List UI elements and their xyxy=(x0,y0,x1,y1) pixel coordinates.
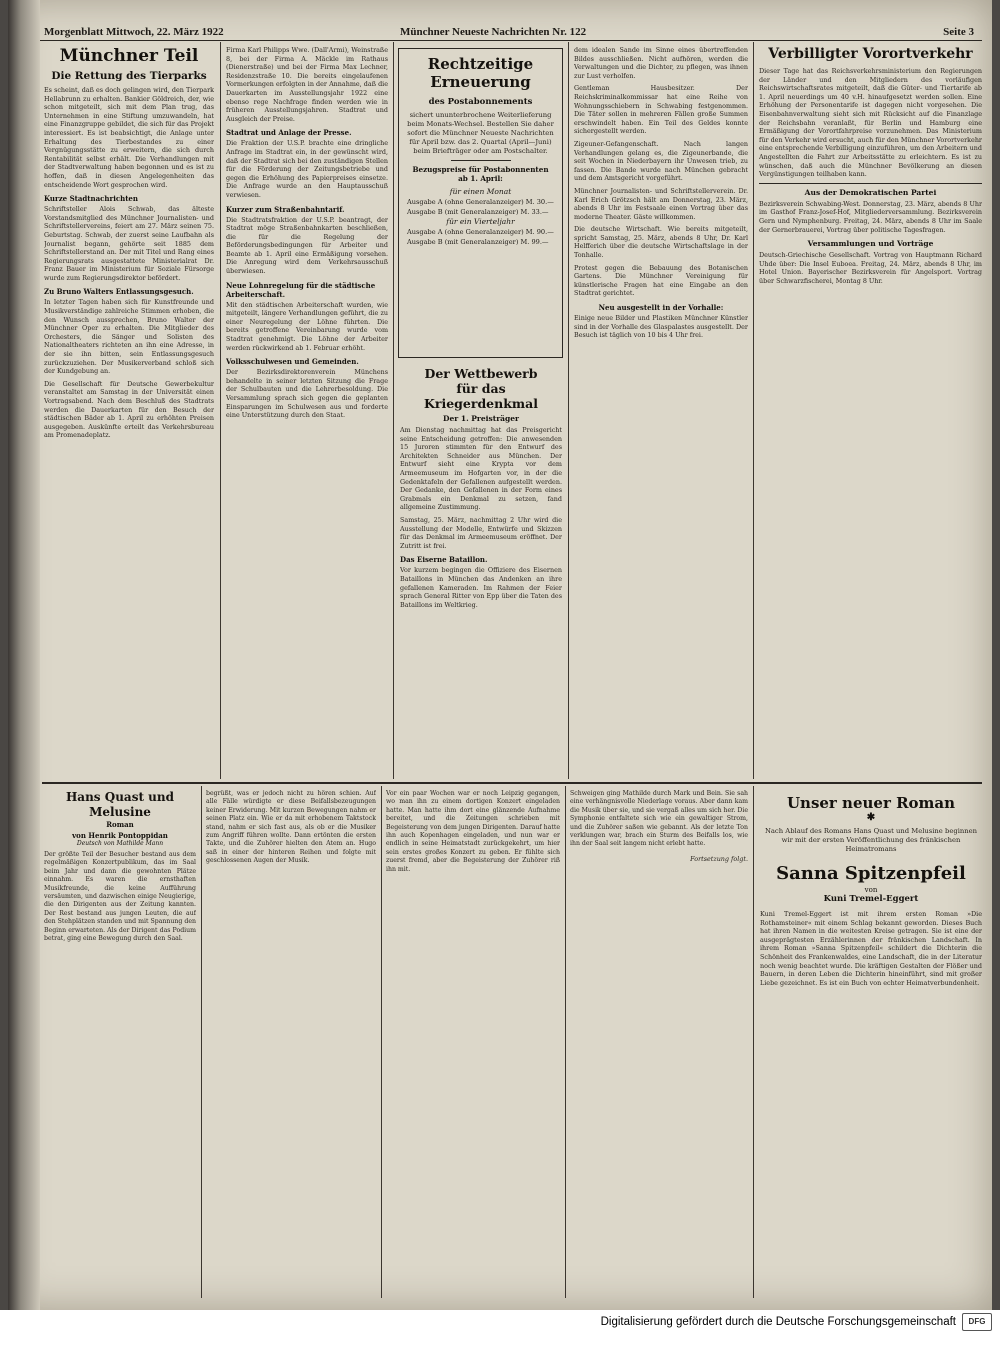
ad-per-quarter: für ein Vierteljahr xyxy=(446,217,515,226)
ad-divider xyxy=(451,160,511,161)
column-munich-section xyxy=(44,46,214,776)
ad-price-line-4: Ausgabe B (mit Generalanzeiger) M. 99.— xyxy=(407,238,549,246)
novel-translation: Deutsch von Mathilde Mann xyxy=(76,840,164,847)
article-title-kurze: Kurze Stadtnachrichten xyxy=(44,194,138,204)
ad-price-line-1: Ausgabe A (ohne Generalanzeiger) M. 30.— xyxy=(407,198,554,206)
article-title-strassenbahn: Kurzer zum Straßenbahntarif. xyxy=(226,204,345,214)
section-divider xyxy=(42,782,982,784)
ad-title-line-2: Erneuerung xyxy=(430,73,531,91)
article-body-bruno-walter: In letzter Tagen haben sich für Kunstfreunde und Musikverständige zahlreiche Stimmen erhoben, die den Wunsch aussprechen, Bruno Walter der Münchner Oper zu erhalten. Die Mitglieder des Orchesters, die Sänger und Solisten des Nationaltheaters richteten an ihn eine Adresse, in der sie ihn bitten, sein Entlassungsgesuch zurückzuziehen. Der Musikerverband schloß sich der Kundgebung an. xyxy=(44,298,214,376)
novel-text-1: Der größte Teil der Besucher bestand aus dem regelmäßigen Konzertpublikum, das im Saal beim Jahr und dann die gewohnten Plätze einnahm. Es waren die ernsthaften Musikfreunde, die keine Aufführung versäumten, und dazwischen einige Neugierige, die den Dirigenten aus der Zeitung kannten. Der Rest bestand aus jungen Leuten, die auf den Stehplätzen standen und mit Spannung den Beginn erwarteten. Als der Dirigent das Podium betrat, ging eine Bewegung durch den Saal. xyxy=(44,851,196,943)
article-body-versammlungen: Deutsch-Griechische Gesellschaft. Vortrag von Hauptmann Richard Uhde über: Die Insel Euboea. Freitag, 24. März, abends 8 Uhr, im Hotel Union. Bayerischer Bezirksverein für Angelsport. Vortrag über Schwarzfischerei, Montag 8 Uhr. xyxy=(759,251,982,285)
novel-column-3 xyxy=(386,790,560,1300)
ad-prices-title: Bezugspreise für Postabonnenten ab 1. April: xyxy=(412,165,549,183)
header-date: Morgenblatt Mittwoch, 22. März 1922 xyxy=(44,26,224,38)
star-icon: ✱ xyxy=(866,812,876,823)
ad-title-line-1: Rechtzeitige xyxy=(427,55,534,73)
novel-genre: Roman xyxy=(106,820,134,829)
article-body-hausbesitzer: Gentleman Hausbesitzer. Der Reichskriminalkommissar hat eine Reihe von Wohnungsschiebern in Schwabing festgenommen. Die Täter sollen in mehreren Fällen große Summen erschwindelt haben. Ein Teil des Geldes konnte sichergestellt werden. xyxy=(574,84,748,136)
article-body-wettbewerb: Am Dienstag nachmittag hat das Preisgericht seine Entscheidung getroffen: Die anwesenden 15 Juroren stimmten für den Entwurf des Architekten Schneider aus München. Der Entwurf sieht eine Krypta vor dem Armeemuseum im Hofgarten vor, in der die Gedenktafeln der Gefallenen aufgestellt werden. Der Gedanke, den Gefallenen in der Form eines Grabmals ein Denkmal zu setzen, fand allgemeine Zustimmung. xyxy=(400,426,562,512)
article-title-bruno-walter: Zu Bruno Walters Entlassungsgesuch. xyxy=(44,287,194,297)
article-title-wettbewerb-1: Der Wettbewerb xyxy=(424,366,538,381)
ad-subtitle: des Postabonnements xyxy=(428,97,533,107)
ad-text: sichert ununterbrochene Weiterlieferung beim Monats-Wechsel. Bestellen Sie daher sofort die Münchner Neueste Nachrichten für April bzw. das 2. Quartal (April—Juni) beim Briefträger oder am Postschalter. xyxy=(407,111,554,155)
subscription-ad-box xyxy=(398,48,563,358)
article-body-dauerkarten: Firma Karl Philipps Wwe. (Dall'Armi), Weinstraße 8, bei der Firma A. Mäckle im Rathaus (Dienerstraße) und bei der Firma Max Lechner, Residenzstraße 10. Die bereits eingelaufenen Vormerkungen erfolgten in der Annahme, daß die Dauerkarten im Ausstellungsjahr 1922 eine ebenso rege Nachfrage finden werden wie in früheren Ausstellungsjahren. Stadtrat und Ausgleich der Preise. xyxy=(226,46,388,123)
article-body-tierpark: Es scheint, daß es doch gelingen wird, den Tierpark Hellabrunn zu erhalten. Bankier Göldreich, der, wie schon mitgeteilt, sich mit dem Plan trug, das Unternehmen in eine Stiftung umzuwandeln, hat eine Finanzgruppe gebildet, die sich für das Projekt interessiert. Es ist beabsichtigt, die Anlage unter Erhaltung des Tierbestandes zu einer Vergnügungsstätte zu erweitern, die sich durch Rentabilität selbst erhält. Die Verhandlungen mit der Stadtverwaltung haben begonnen und es ist zu hoffen, daß in diesen Angelegenheiten das entscheidende Wort gesprochen wird. xyxy=(44,86,214,189)
article-body-kurze: Schriftsteller Alois Schwab, das älteste Vorstandsmitglied des Münchner Journalisten- und Schriftstellervereins, feiert am 27. März seinen 75. Geburtstag. Schwab, der zuerst seine Laufbahn als Journalist begann, gehörte seit 1885 dem Schriftstellerstand an. Der mit Titel und Rang eines Regierungsrats ausgestattete Ministerialrat Dr. Franz Bauer im Ministerium für Soziale Fürsorge wurde zum Regierungsdirektor befördert. xyxy=(44,205,214,282)
article-body-wirtschaft: Die deutsche Wirtschaft. Wie bereits mitgeteilt, spricht Samstag, 25. März, abends 8 Uhr, Dr. Karl Helfferich über die deutsche Wirtschaftslage in der Tonhalle. xyxy=(574,225,748,260)
article-body-journalisten: Münchner Journalisten- und Schriftstellerverein. Dr. Karl Erich Grötzsch hält am Donnerstag, 23. März, abends 8 Uhr im Festsaale einen Vortrag über das moderne Theater. Gäste willkommen. xyxy=(574,186,748,221)
article-title-wettbewerb-2: für das Kriegerdenkmal xyxy=(424,381,538,411)
header-masthead: Münchner Neueste Nachrichten Nr. 122 xyxy=(400,26,587,38)
announcement-intro: Nach Ablauf des Romans Hans Quast und Melusine beginnen wir mit der ersten Veröffentlichung des fränkischen Heimatromans xyxy=(764,827,978,853)
column-kriegerdenkmal xyxy=(400,366,562,778)
article-body-lohn: Mit den städtischen Arbeiterschaft wurden, wie mitgeteilt, längere Verhandlungen geführt, die zu einer Neuregelung der Löhne führten. Die bereits getroffene Vereinbarung wurde vom Stadtrat genehmigt. Die Löhne der Arbeiter werden rückwirkend ab 1. Februar erhöht. xyxy=(226,300,388,352)
dfg-logo: DFG xyxy=(962,1313,992,1331)
article-body-partei: Bezirksverein Schwabing-West. Donnerstag, 23. März, abends 8 Uhr im Gasthof Franz-Josef-Hof, Mitgliederversammlung. Bezirksverein Gern und Nymphenburg. Freitag, 24. März, abends 8 Uhr im Saale der Gernerbrauerei, Vortrag über politische Tagesfragen. xyxy=(759,199,982,234)
article-title-versammlungen: Versammlungen und Vorträge xyxy=(807,239,934,249)
column-rule xyxy=(568,42,569,779)
novel-column-4 xyxy=(570,790,748,1300)
article-body-schulwesen: Der Bezirksdirektorenverein Münchens behandelte in seiner letzten Sitzung die Frage der Schulbauten und die Lehrerbesoldung. Die Versammlung sprach sich gegen die geplanten Einsparungen im Schulwesen aus und forderte eine Unterstützung durch den Staat. xyxy=(226,368,388,420)
novel-column-1 xyxy=(44,790,196,1300)
article-title-tierpark: Die Rettung des Tierparks xyxy=(51,70,207,82)
novel-author: von Henrik Pontoppidan xyxy=(72,831,168,840)
column-rule xyxy=(393,42,394,779)
novel-text-2: begrüßt, was er jedoch nicht zu hören schien. Auf alle Fälle würdigte er diese Beifallsbezeugungen keiner Erwiderung. Mit kurzen Bewegungen nahm er seinen Platz ein. Wie er da mit erhobenem Taktstock stand, nahm er sich fast aus, als ob er die Musiker zum Angriff führen wollte. Dann ertönten die ersten Takte, und die Zuhörer hielten den Atem an. Hugo saß in einer der hinteren Reihen und folgte mit geschlossenen Augen der Musik. xyxy=(206,790,376,865)
novel-title: Hans Quast und Melusine xyxy=(65,790,175,819)
column-local-items xyxy=(574,46,748,776)
page-header xyxy=(40,24,982,41)
article-body-vorortverkehr: Dieser Tage hat das Reichsverkehrsministerium den Regierungen der Länder und den Mitgliedern des vorläufigen Reichswirtschaftsrates mitgeteilt, daß die Güter- und Tiertarife ab 1. April neuerdings um 40 v.H. hinaufgesetzt werden sollen. Eine Erhöhung der Personentarife ist dagegen nicht vorgesehen. Die Eisenbahnverwaltung sieht sich mit Rücksicht auf die Finanzlage der Reichsbahn veranlaßt, für Berlin und Hamburg eine Ermäßigung der Vorortfahrpreise vorzunehmen. Das Ministerium für den Verkehr wird ersucht, auch für den Münchner Vorortverkehr eine entsprechende Verbilligung einzuführen, um den Arbeitern und Angestellten die Fahrt zur Arbeitsstätte zu erleichtern. Es ist zu wünschen, daß auch die Münchner Bevölkerung an diesen Vergünstigungen teilhaben kann. xyxy=(759,67,982,179)
column-rule xyxy=(565,786,566,1298)
article-subtitle-wettbewerb: Der 1. Preisträger xyxy=(443,414,519,423)
novel-continued: Fortsetzung folgt. xyxy=(690,854,748,863)
ad-price-line-3: Ausgabe A (ohne Generalanzeiger) M. 90.— xyxy=(407,228,554,236)
footer-bar xyxy=(0,1310,1000,1345)
article-body-strassenbahn: Die Stadtratsfraktion der U.S.P. beantragt, der Stadtrat möge Straßenbahnkarten beschließen, die für die Regelung der Beförderungsbedingungen für Arbeiter und Beamte ab 1. April eine Ermäßigung vorsehen. Die Anregung wird dem Verkehrsausschuß überwiesen. xyxy=(226,215,388,276)
column-vorortverkehr xyxy=(759,46,982,776)
header-page-number: Seite 3 xyxy=(943,26,974,38)
novel-text-4: Schweigen ging Mathilde durch Mark und Bein. Sie sah eine verhängnisvolle Niederlage voraus. Aber dann kam die Musik über sie, und sie vergaß alles um sich her. Die Symphonie entfaltete sich wie ein gewaltiger Strom, und die Zuhörer saßen wie gebannt. Als der letzte Ton verklungen war, brach ein Sturm des Beifalls los, wie ihn der Saal seit langem nicht erlebt hatte. xyxy=(570,790,748,848)
announcement-novel-title: Sanna Spitzenpfeil xyxy=(776,863,966,884)
column-rule xyxy=(201,786,202,1298)
article-title-partei: Aus der Demokratischen Partei xyxy=(804,187,937,197)
column-rule xyxy=(220,42,221,779)
announcement-body: Kuni Tremel-Eggert ist mit ihrem ersten Roman »Die Rothamsteiner« mit einem Schlag bekannt geworden. Dieses Buch hat ihren Namen in die weitesten Kreise getragen. Sie ist eine der ausgeprägtesten Erzählerinnen der fränkischen Landschaft. In ihrem Roman »Sanna Spitzenpfeil« schildert die Dichterin die Schönheit des Frankenwaldes, eine Landschaft, die in der Literatur noch wenig beachtet wurde. Die kräftigen Gestalten der Flößer und Bauern, in deren Leben die Dichterin hineinführt, sind mit großer Liebe gezeichnet. Es ist ein Buch von echter Heimatverbundenheit. xyxy=(760,910,982,987)
article-body-more: Die Gesellschaft für Deutsche Gewerbekultur veranstaltet am Samstag in der Universität einen Vortragsabend. Nach dem Beschluß des Stadtrats werden die Dauerkarten für den Besuch der städtischen Bäder ab 1. April zu erhöhten Preisen ausgegeben. Auskünfte erteilt das Verkehrsbureau am Promenadeplatz. xyxy=(44,379,214,440)
article-body-event: Samstag, 25. März, nachmittag 2 Uhr wird die Ausstellung der Modelle, Entwürfe und Skizzen für das Denkmal im Armeemuseum eröffnet. Der Zutritt ist frei. xyxy=(400,515,562,550)
article-body-zigeuner: Zigeuner-Gefangenschaft. Nach langen Verhandlungen gelang es, die Zigeunerbande, die seit Wochen in Niederbayern ihr Unwesen trieb, zu fassen. Die Bande wurde nach München gebracht und dem Amtsgericht vorgeführt. xyxy=(574,139,748,183)
page-binding xyxy=(8,0,40,1310)
article-body-botanischer-garten: Protest gegen die Bebauung des Botanischen Gartens. Die Münchner Vereinigung für künstlerische Fragen hat eine Eingabe an den Stadtrat gerichtet. xyxy=(574,263,748,298)
article-body-intro: dem idealen Sande im Sinne eines übertreffenden Bildes ausschließen. Nicht aufhören, werden die Verwaltungen und die Dichter, zu pflegen, was ihnen zur Lust verholfen. xyxy=(574,46,748,80)
article-body-bataillon: Vor kurzem begingen die Offiziere des Eisernen Bataillons in München das Andenken an ihre gefallenen Kameraden. Im Rahmen der Feier sprach General Ritter von Epp über die Taten des Bataillons im Weltkrieg. xyxy=(400,566,562,609)
section-title: Münchner Teil xyxy=(59,46,199,66)
announcement-heading: Unser neuer Roman xyxy=(786,794,956,812)
article-body-vorhalle: Einige neue Bilder und Plastiken Münchner Künstler sind in der Vorhalle des Glaspalastes ausgestellt. Der Besuch ist täglich von 10 bis 4 Uhr frei. xyxy=(574,314,748,340)
column-rule xyxy=(381,786,382,1298)
announcement-author: Kuni Tremel-Eggert xyxy=(823,894,919,904)
article-title-vorortverkehr: Verbilligter Vorortverkehr xyxy=(768,46,973,62)
novel-column-2 xyxy=(206,790,376,1300)
article-title-schulwesen: Volksschulwesen und Gemeinden. xyxy=(226,357,359,367)
newspaper-page xyxy=(8,0,992,1310)
article-title-vorhalle: Neu ausgestellt in der Vorhalle: xyxy=(598,303,724,313)
footer-credit: Digitalisierung gefördert durch die Deutsche Forschungsgemeinschaft xyxy=(600,1316,956,1328)
ad-per-month: für einen Monat xyxy=(449,187,512,196)
article-title-presse: Stadtrat und Anlage der Presse. xyxy=(226,128,352,138)
article-title-bataillon: Das Eiserne Bataillon. xyxy=(400,555,488,565)
article-body-presse: Die Fraktion der U.S.P. brachte eine dringliche Anfrage im Stadtrat ein, in der gewünscht wird, daß der Stadtrat sich bei den zuständigen Stellen für die Förderung der Zeitungsbetriebe und gegen die Erhöhung des Papierpreises einsetze. Die Anfrage wurde an den Hauptausschuß verwiesen. xyxy=(226,139,388,199)
ad-price-line-2: Ausgabe B (mit Generalanzeiger) M. 33.— xyxy=(407,208,549,216)
new-novel-announcement xyxy=(760,794,982,1299)
novel-text-3: Vor ein paar Wochen war er noch Leipzig gegangen, wo man ihn zu einem dortigen Konzert eingeladen hatte. Man hatte ihm dort eine glänzende Aufnahme bereitet, und die Zeitungen schrieben mit Begeisterung von dem jungen Dirigenten. Darauf hatte ihn auch Kopenhagen eingeladen, und nun war er endlich in seine Heimatstadt zurückgekehrt, um hier sein erstes großes Konzert zu geben. Er fühlte sich zuerst fremd, aber die Begeisterung der Zuhörer riß ihn mit. xyxy=(386,790,560,873)
article-divider xyxy=(759,183,982,184)
column-rule xyxy=(753,42,754,779)
announcement-by: von xyxy=(864,886,878,894)
column-rule xyxy=(753,786,754,1298)
article-title-lohn: Neue Lohnregelung für die städtische Arbeiterschaft. xyxy=(226,280,376,299)
column-city-news xyxy=(226,46,388,776)
